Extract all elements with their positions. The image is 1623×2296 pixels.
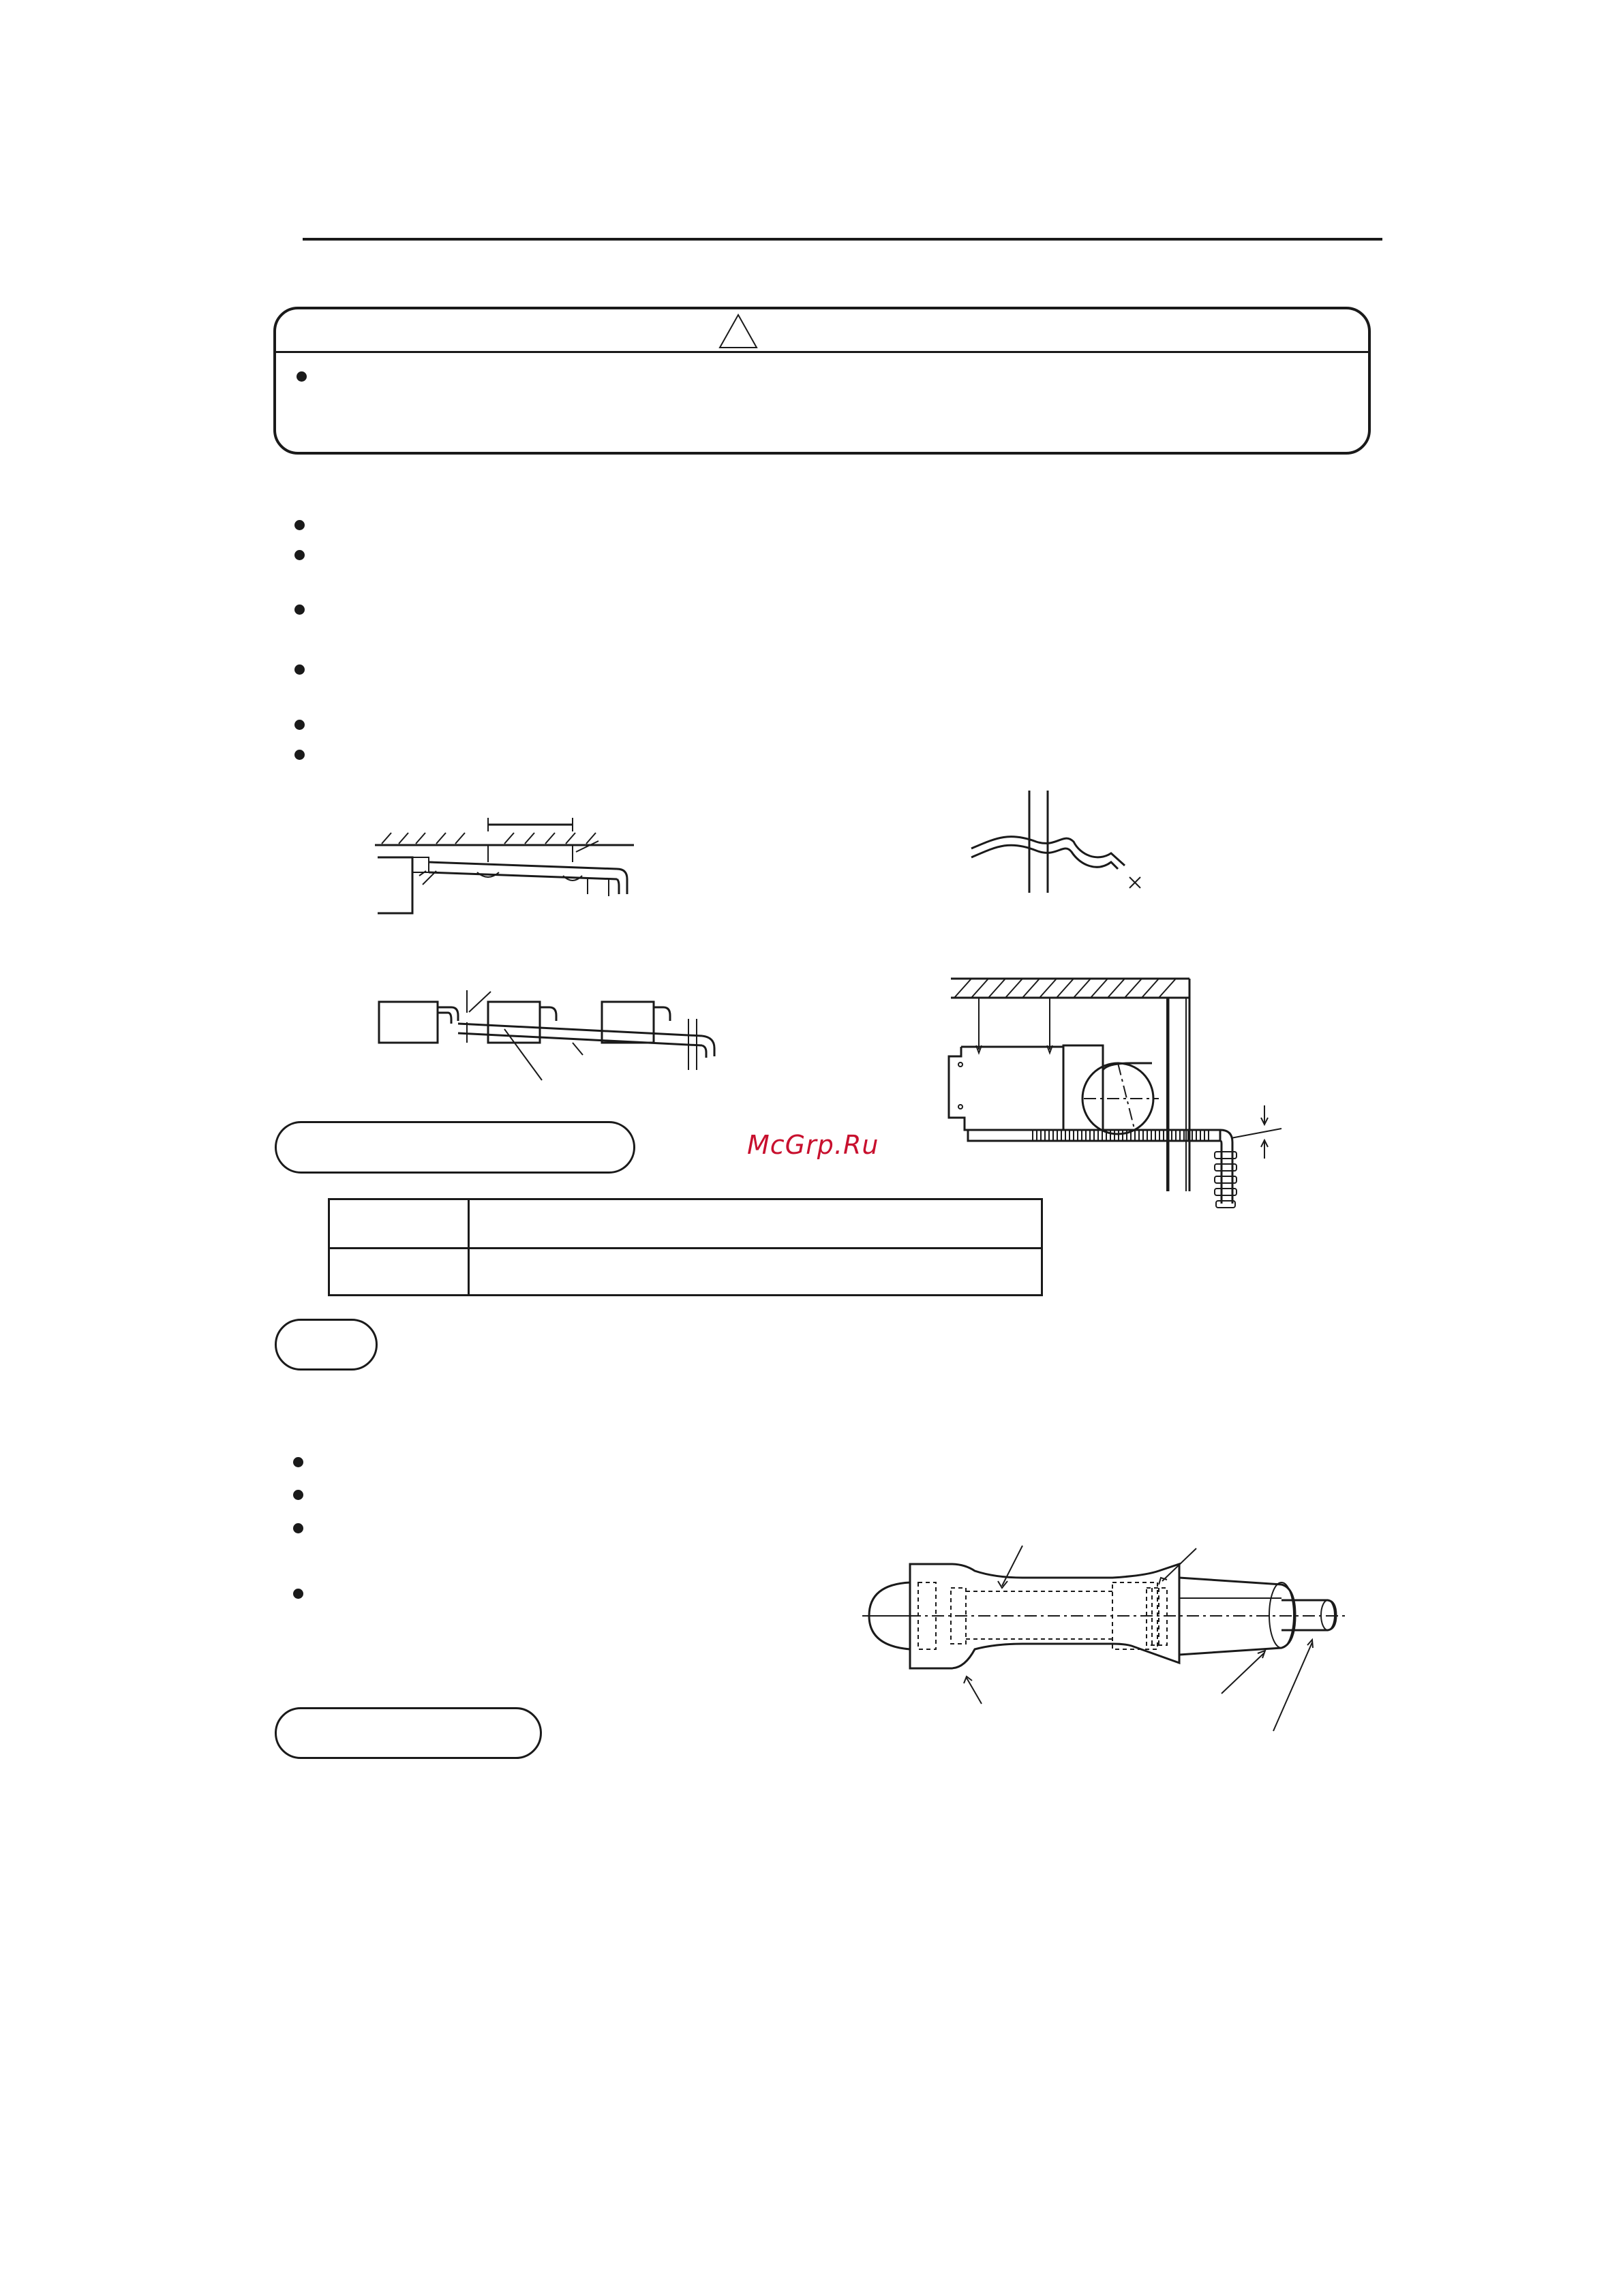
watermark: McGrp.Ru [747,1130,879,1160]
section-heading-insulation [275,1707,542,1759]
